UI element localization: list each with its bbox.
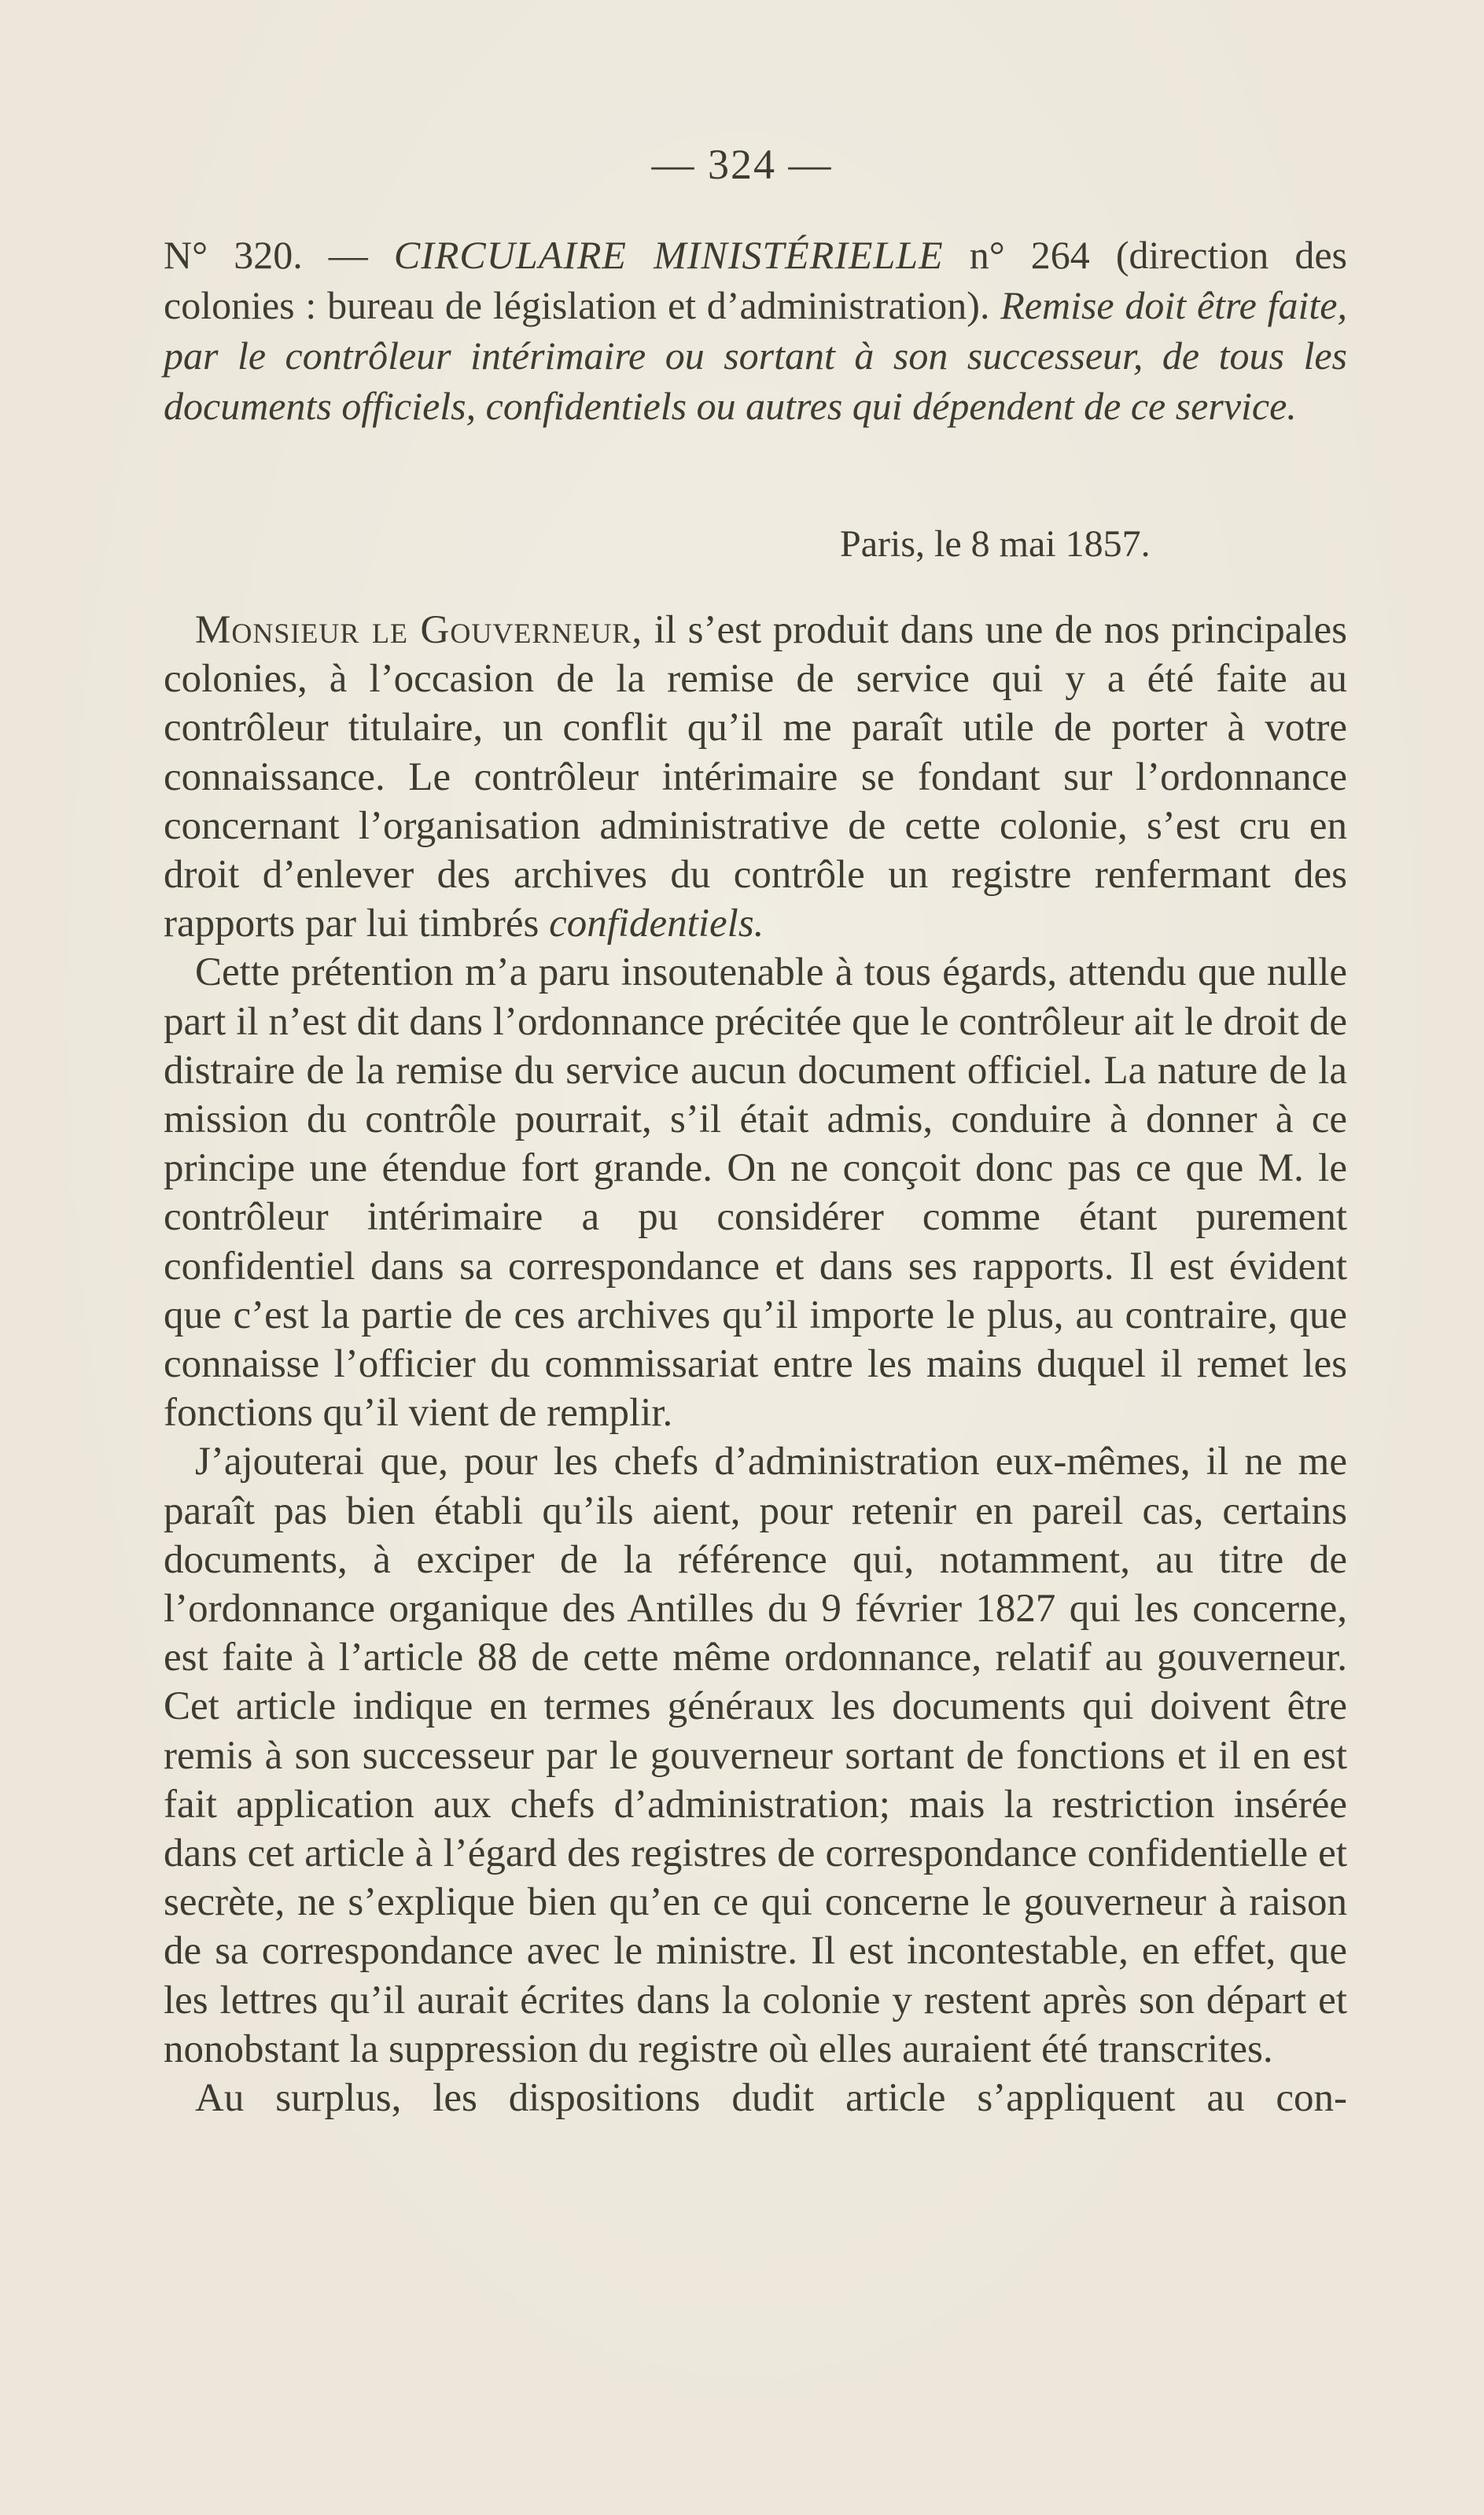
paragraph-1 (164, 606, 1347, 948)
paragraph-1-italic: confidentiels. (549, 902, 764, 946)
paragraph-4: Au surplus, les dispositions dudit article s’appliquent au con- (195, 2076, 1347, 2121)
circular-title: CIRCULAIRE MINISTÉRIELLE (393, 233, 944, 277)
circular-header (164, 230, 1347, 431)
dateline: Paris, le 8 mai 1857. (840, 523, 1151, 565)
salutation: Monsieur le Gouverneur, (195, 608, 643, 652)
page-number: — 324 — (651, 141, 833, 188)
circular-number: N° 320. — (164, 233, 394, 277)
circular-summary: Remise doit être faite, par le contrôleur intérimaire ou sortant à son successeur, de tous les documents officiels, confidentiels ou autres qui dépendent de ce service. (164, 283, 1347, 428)
paragraph-1-text: il s’est produit dans une de nos principales colonies, à l’occasion de la remise de service qui y a été faite au contrôleur titulaire, un conflit qu’il me paraît utile de porter à votre connaissance. Le contrôleur intérimaire se fondant sur l’ordonnance concernant l’organisation administrative de cette colonie, s’est cru en droit d’enlever des archives du contrôle un registre renfermant des rapports par lui timbrés (164, 608, 1347, 946)
circular-reference: n° 264 (direction des colonies : bureau de législation et d’administration). (164, 233, 1347, 327)
paragraph-3: J’ajouterai que, pour les chefs d’administration eux-mêmes, il ne me paraît pas bien établi qu’ils aient, pour retenir en pareil cas, certains documents, à exciper de la référence qui, notamment, au titre de l’ordonnance organique des Antilles du 9 février 1827 qui les concerne, est faite à l’article 88 de cette même ordonnance, relatif au gouverneur. Cet article indique en termes généraux les documents qui doivent être remis à son successeur par le gouverneur sortant de fonctions et il en est fait application aux chefs d’administration; mais la restriction insérée dans cet article à l’égard des registres de correspondance confidentielle et secrète, ne s’explique bien qu’en ce qui concerne le gouverneur à raison de sa correspondance avec le ministre. Il est incontestable, en effet, que les lettres qu’il aurait écrites dans la colonie y restent après son départ et nonobstant la suppression du registre où elles auraient été transcrites. (164, 1440, 1347, 2071)
letter-body (164, 606, 1347, 2122)
paragraph-2: Cette prétention m’a paru insoutenable à tous égards, attendu que nulle part il n’est dit dans l’ordonnance précitée que le contrôleur ait le droit de distraire de la remise du service aucun document officiel. La nature de la mission du contrôle pourrait, s’il était admis, conduire à donner à ce principe une étendue fort grande. On ne conçoit donc pas ce que M. le contrôleur intérimaire a pu considérer comme étant purement confidentiel dans sa correspondance et dans ses rapports. Il est évident que c’est la partie de ces archives qu’il importe le plus, au contraire, que connaisse l’officier du commissariat entre les mains duquel il remet les fonctions qu’il vient de remplir. (164, 950, 1347, 1436)
